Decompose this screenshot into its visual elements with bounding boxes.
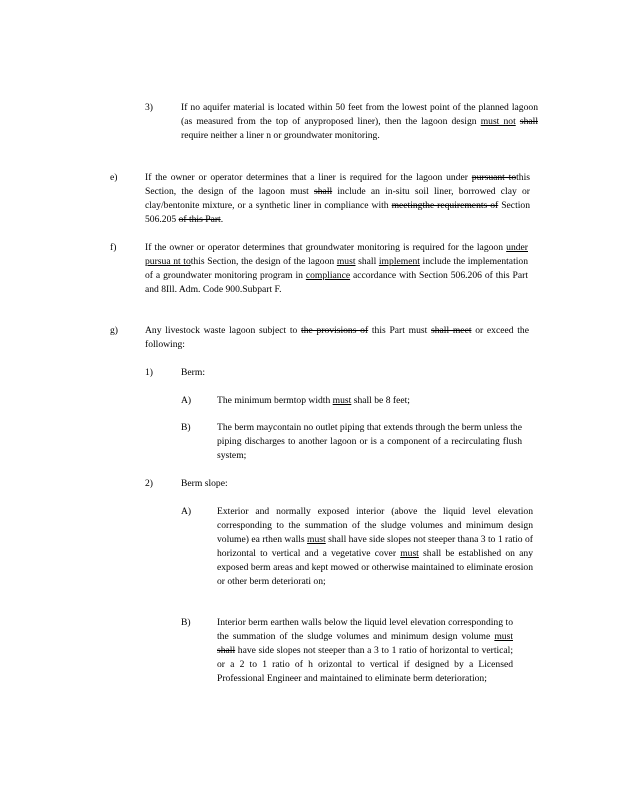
paragraph-g-1-b — [217, 421, 522, 463]
text-run: If the owner or operator determines that a liner is required for the lagoon under — [145, 172, 472, 183]
text-run: Berm: — [181, 367, 205, 378]
paragraph-text — [145, 241, 528, 297]
paragraph-text — [145, 171, 530, 227]
text-run: require neither a liner n or groundwater monitoring. — [181, 129, 380, 141]
item-label: B) — [181, 617, 191, 628]
paragraph-g-2-b — [217, 616, 513, 686]
text-run: Any livestock waste lagoon subject to — [145, 325, 302, 336]
item-label: g) — [110, 325, 118, 336]
text-run: include an in-situ soil liner, borrowed clay or clay/bentonite mixture, or a synthetic liner in compliance with — [145, 185, 530, 211]
paragraph-text — [181, 366, 521, 380]
paragraph-text — [217, 394, 527, 408]
item-label: A) — [181, 506, 192, 517]
item-label: f) — [110, 242, 117, 253]
text-run: Interior berm earthen walls below the liquid level elevation corresponding to the summation of the sludge volumes and minimum design volume — [217, 617, 513, 642]
paragraph-3 — [181, 101, 538, 143]
text-run: If the owner or operator determines that groundwater monitoring is required for the lagoon — [145, 242, 507, 253]
text-run: . — [220, 213, 224, 225]
text-run: or exceed the following: — [145, 325, 529, 350]
text-run: this Section, the design of the lagoon must — [145, 172, 530, 197]
text-run: Exterior and normally exposed interior (above the liquid level elevation corresponding to the summation of the sludge volumes and minimum design volume) ea rthen walls — [217, 506, 533, 545]
inserted-text: must — [336, 255, 356, 267]
text-run: Berm slope: — [181, 478, 228, 489]
text-run: If no aquifer material is located within 50 feet from the lowest point of the planned lagoon (as measured from the top of anyproposed liner), then the lagoon design — [181, 102, 538, 127]
paragraph-g — [145, 324, 529, 352]
inserted-text: must — [307, 533, 326, 545]
inserted-text: must — [494, 630, 513, 642]
deleted-text: shall — [314, 185, 333, 197]
deleted-text: shall — [519, 115, 538, 127]
paragraph-g-1 — [181, 366, 521, 380]
paragraph-text — [181, 101, 538, 143]
paragraph-g-2 — [181, 477, 521, 491]
item-label: 2) — [145, 478, 153, 489]
deleted-text: the provisions of — [301, 325, 369, 336]
inserted-text: under pursua nt to — [145, 242, 528, 267]
item-label: A) — [181, 395, 192, 406]
paragraph-g-1-a — [217, 394, 527, 408]
paragraph-text — [217, 616, 513, 686]
text-run: The minimum bermtop width — [217, 395, 333, 406]
text-run: The berm maycontain no outlet piping that extends through the berm unless the piping discharges to another lagoon or is a component of a recirculating flush system; — [217, 422, 522, 461]
text-run: Section 506.205 — [145, 199, 530, 225]
deleted-text: shall meet — [431, 325, 472, 336]
deleted-text: pursuant to — [471, 172, 517, 183]
text-run: have side slopes not steeper than a 3 to 1 ratio of horizontal to vertical; or a 2 to 1 ratio of h orizontal to vertical if designed by a Licensed Professional Engineer and maintained to eliminate berm deterioration; — [217, 644, 513, 684]
paragraph-e — [145, 171, 530, 227]
paragraph-f — [145, 241, 528, 297]
paragraph-text — [145, 324, 529, 352]
item-label: B) — [181, 422, 191, 433]
text-run: shall be established on any exposed berm areas and kept mowed or otherwise maintained to eliminate erosion or other berm deteriorati on; — [217, 547, 533, 587]
text-run: this Section, the design of the lagoon — [190, 255, 337, 267]
inserted-text: compliance — [305, 269, 351, 281]
inserted-text: must not — [480, 115, 516, 127]
item-label: 1) — [145, 367, 153, 378]
text-run: shall have side slopes not steeper thana 3 to 1 ratio of horizontal to vertical and a vegetative cover — [217, 533, 533, 559]
text-run: this Part must — [368, 325, 432, 336]
text-run: shall — [355, 255, 379, 267]
deleted-text: shall — [217, 644, 236, 656]
text-run: shall be 8 feet; — [351, 395, 410, 406]
paragraph-text — [181, 477, 521, 491]
text-run: accordance with Section 506.206 of this Part and 8Ill. Adm. Code 900.Subpart F. — [145, 269, 528, 295]
inserted-text: must — [400, 547, 419, 559]
paragraph-g-2-a — [217, 505, 533, 588]
text-run: include the implementation of a groundwater monitoring program in — [145, 255, 528, 281]
item-label: e) — [110, 172, 118, 183]
item-label: 3) — [145, 102, 153, 113]
deleted-text: of this Part — [178, 213, 221, 225]
inserted-text: must — [332, 395, 352, 406]
paragraph-text — [217, 505, 533, 588]
inserted-text: implement — [378, 255, 420, 267]
paragraph-text — [217, 421, 522, 463]
deleted-text: meetingthe requirements of — [391, 199, 499, 211]
